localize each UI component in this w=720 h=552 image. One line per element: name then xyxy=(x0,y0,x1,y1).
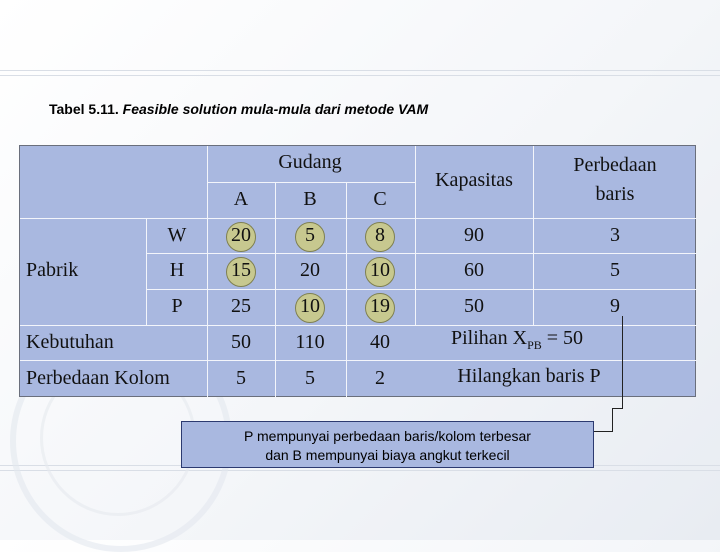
note-line-1: P mempunyai perbedaan baris/kolom terbesar xyxy=(244,428,531,444)
label-perbedaan-kolom: Perbedaan Kolom xyxy=(26,367,170,389)
table-caption xyxy=(49,101,428,117)
grid-line xyxy=(533,146,534,325)
decorative-line xyxy=(0,70,720,71)
caption-label: Tabel 5.11. xyxy=(49,101,119,117)
pilihan-prefix: Pilihan X xyxy=(450,327,528,349)
cost-p-a: 25 xyxy=(231,295,251,317)
perbedaan-kolom-a: 5 xyxy=(236,367,246,389)
connector-line xyxy=(612,408,623,409)
caption-text: Feasible solution mula-mula dari metode VAM xyxy=(122,101,429,117)
cost-h-b: 20 xyxy=(300,259,320,281)
label-kebutuhan: Kebutuhan xyxy=(26,331,114,353)
grid-line xyxy=(207,146,208,397)
pilihan-sub: PB xyxy=(527,338,542,352)
header-kapasitas: Kapasitas xyxy=(435,169,513,191)
row-label-h: H xyxy=(169,259,185,281)
note-line-2: dan B mempunyai biaya angkut terkecil xyxy=(265,447,510,463)
grid-line xyxy=(20,360,697,361)
cost-h-c: 10 xyxy=(370,259,390,281)
vam-table xyxy=(19,145,696,397)
grid-line xyxy=(275,182,276,397)
header-perbedaan-baris-1: Perbedaan xyxy=(573,154,657,176)
pilihan-text xyxy=(451,327,583,353)
cost-p-c: 19 xyxy=(370,295,390,317)
perbedaan-kolom-b: 5 xyxy=(305,367,315,389)
header-col-b: B xyxy=(303,188,317,210)
label-pabrik: Pabrik xyxy=(26,259,79,281)
grid-line xyxy=(146,289,697,290)
perbedaan-h: 5 xyxy=(610,259,620,281)
cost-w-a: 20 xyxy=(231,224,251,246)
row-label-w: W xyxy=(167,224,187,246)
hilangkan-text: Hilangkan baris P xyxy=(457,365,601,387)
kapasitas-h: 60 xyxy=(464,259,484,281)
grid-line xyxy=(20,325,697,326)
grid-line xyxy=(207,182,415,183)
kebutuhan-b: 110 xyxy=(295,331,325,353)
perbedaan-kolom-c: 2 xyxy=(375,367,385,389)
cost-p-b: 10 xyxy=(300,295,320,317)
header-col-a: A xyxy=(233,188,249,210)
cost-w-c: 8 xyxy=(375,224,385,246)
decorative-line xyxy=(0,75,720,76)
pilihan-suffix: = 50 xyxy=(541,327,584,349)
explanation-note xyxy=(181,421,594,468)
perbedaan-p: 9 xyxy=(610,295,620,317)
header-gudang: Gudang xyxy=(278,151,342,173)
grid-line xyxy=(146,218,147,325)
header-col-c: C xyxy=(373,188,387,210)
perbedaan-w: 3 xyxy=(610,224,620,246)
connector-line xyxy=(622,316,623,408)
row-label-p: P xyxy=(171,295,183,317)
cost-w-b: 5 xyxy=(305,224,315,246)
kebutuhan-a: 50 xyxy=(231,331,251,353)
cost-h-a: 15 xyxy=(231,259,251,281)
grid-line xyxy=(146,253,697,254)
kapasitas-w: 90 xyxy=(464,224,484,246)
grid-line xyxy=(415,146,416,325)
kebutuhan-c: 40 xyxy=(370,331,390,353)
grid-line xyxy=(20,218,697,219)
header-perbedaan-baris-2: baris xyxy=(595,183,635,205)
connector-line xyxy=(594,431,612,432)
grid-line xyxy=(346,182,347,397)
kapasitas-p: 50 xyxy=(464,295,484,317)
connector-line xyxy=(612,408,613,432)
